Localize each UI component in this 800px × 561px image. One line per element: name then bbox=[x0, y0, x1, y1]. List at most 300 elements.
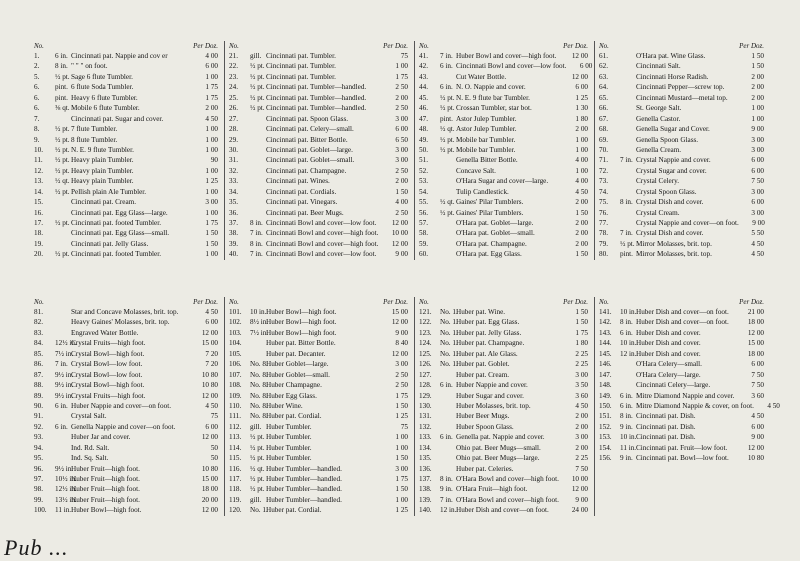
item-price: 1 75 bbox=[205, 83, 218, 92]
item-size: 6 in. bbox=[55, 422, 68, 431]
price-row bbox=[229, 380, 408, 390]
item-size: ½ pt. bbox=[440, 104, 455, 113]
item-size: 6 in. bbox=[55, 52, 68, 60]
item-size: No. 8. bbox=[250, 360, 268, 369]
item-number: 105. bbox=[229, 349, 242, 358]
item-number: 151. bbox=[599, 412, 612, 421]
item-description: N. E. 9 flute bar Tumbler. bbox=[456, 93, 530, 102]
item-description: Cincinnati pat. Vinegars. bbox=[266, 198, 338, 207]
item-number: 69. bbox=[599, 135, 608, 144]
item-number: 85. bbox=[34, 349, 43, 358]
item-description: Cincinnati Bowl and cover—low foot. bbox=[266, 250, 377, 259]
item-description: Cincinnati pat. Tumbler—handled. bbox=[266, 104, 367, 113]
item-price: 3 00 bbox=[205, 198, 218, 207]
item-size: No. 1. bbox=[440, 318, 458, 327]
item-size bbox=[440, 453, 456, 463]
item-number: 149. bbox=[599, 391, 612, 400]
item-price: 1 50 bbox=[395, 401, 408, 410]
item-description: Huber Bowl—high foot. bbox=[71, 506, 142, 515]
item-price: 2 00 bbox=[575, 239, 588, 248]
item-description: Crystal Dish and cover. bbox=[636, 198, 704, 207]
item-number: 43. bbox=[419, 72, 428, 81]
item-size: 7 in. bbox=[620, 229, 633, 238]
price-row bbox=[229, 166, 408, 176]
item-description: Cincinnati pat. Tumbler. bbox=[266, 72, 336, 81]
item-number: 150. bbox=[599, 401, 612, 410]
item-number: 2. bbox=[34, 62, 40, 71]
item-number: 114. bbox=[229, 443, 242, 452]
item-size: 7 in. bbox=[440, 495, 453, 504]
item-price: 4 50 bbox=[767, 401, 780, 410]
item-price: 7 20 bbox=[205, 360, 218, 369]
item-size: ½ pt. bbox=[250, 62, 265, 71]
column-header bbox=[34, 297, 218, 307]
price-row bbox=[34, 474, 218, 484]
item-number: 33. bbox=[229, 177, 238, 186]
item-description: Ohio pat. Beer Mugs—large. bbox=[456, 454, 540, 463]
item-price: 1 30 bbox=[575, 104, 588, 113]
item-number: 30. bbox=[229, 145, 238, 154]
price-row bbox=[419, 307, 588, 317]
price-row bbox=[34, 495, 218, 505]
price-row bbox=[599, 453, 764, 463]
price-row bbox=[419, 464, 588, 474]
item-number: 129. bbox=[419, 391, 432, 400]
column-header bbox=[419, 297, 588, 307]
item-description: O'Hara pat. Goblet—small. bbox=[456, 229, 535, 238]
item-number: 53. bbox=[419, 177, 428, 186]
price-row bbox=[229, 349, 408, 359]
header-no: No. bbox=[419, 298, 429, 306]
price-row bbox=[34, 359, 218, 369]
item-price: 2 00 bbox=[575, 219, 588, 227]
item-size: No. 8. bbox=[250, 370, 268, 379]
price-row bbox=[419, 338, 588, 348]
item-size: ½ pt. bbox=[250, 485, 265, 494]
item-size: ½ pt. bbox=[250, 93, 265, 102]
item-size: 7 in. bbox=[620, 156, 633, 165]
price-row bbox=[34, 239, 218, 249]
item-price: 9 00 bbox=[752, 219, 765, 227]
item-price: 2 50 bbox=[395, 83, 408, 92]
item-description: Crystal Bowl—high foot. bbox=[71, 349, 145, 358]
item-description: Huber Wine. bbox=[266, 401, 303, 410]
item-number: 66. bbox=[599, 104, 608, 113]
item-size bbox=[620, 51, 636, 61]
price-row bbox=[229, 391, 408, 401]
price-row bbox=[34, 391, 218, 401]
item-price: 50 bbox=[210, 443, 218, 452]
item-number: 6. bbox=[34, 83, 40, 92]
item-description: Huber pat. Ale Glass. bbox=[456, 349, 518, 358]
item-size: 11 in. bbox=[55, 506, 72, 515]
item-price: 1 50 bbox=[751, 52, 764, 60]
item-size: 8 in. bbox=[440, 475, 453, 483]
item-number: 138. bbox=[419, 485, 432, 494]
item-price: 6 00 bbox=[205, 318, 218, 327]
price-row bbox=[34, 218, 218, 228]
item-description: Huber Bowl and cover—high foot. bbox=[456, 52, 557, 60]
item-description: Genella Sugar and Cover. bbox=[636, 125, 710, 134]
item-size: pint. bbox=[55, 93, 68, 102]
item-number: 143. bbox=[599, 328, 612, 337]
price-row bbox=[229, 72, 408, 82]
item-description: Cincinnati Bowl and cover—low foot. bbox=[456, 62, 567, 71]
column-header bbox=[599, 41, 764, 51]
item-number: 61. bbox=[599, 52, 608, 60]
price-row bbox=[34, 228, 218, 238]
item-price: 21 00 bbox=[747, 308, 764, 316]
item-number: 153. bbox=[599, 433, 612, 442]
price-column bbox=[414, 41, 594, 260]
item-number: 64. bbox=[599, 83, 608, 92]
item-description: Mitre Diamond Nappie & cover, on foot. bbox=[636, 401, 754, 410]
item-description: Huber Tumbler. bbox=[266, 443, 312, 452]
item-number: 46. bbox=[419, 104, 428, 113]
item-description: Huber Tumbler. bbox=[266, 433, 312, 442]
item-description: Huber Bowl—high foot. bbox=[266, 318, 337, 327]
price-row bbox=[34, 349, 218, 359]
item-description: Huber Champagne. bbox=[266, 381, 322, 390]
price-row bbox=[599, 176, 764, 186]
item-description: O'Hara pat. Egg Glass. bbox=[456, 250, 522, 259]
item-size: 10 in. bbox=[250, 308, 267, 316]
item-price: 1 00 bbox=[205, 135, 218, 144]
item-description: Cincinnati pat. Dish. bbox=[636, 422, 696, 431]
item-price: 12 00 bbox=[201, 506, 218, 515]
item-description: Huber Fruit—high foot. bbox=[71, 495, 140, 504]
item-description: Huber Nappie and cover. bbox=[456, 381, 528, 390]
item-number: 25. bbox=[229, 93, 238, 102]
item-number: 109. bbox=[229, 391, 242, 400]
price-row bbox=[599, 422, 764, 432]
price-row bbox=[229, 432, 408, 442]
price-row bbox=[229, 155, 408, 165]
item-description: Cincinnati pat. Cordials. bbox=[266, 187, 337, 196]
item-number: 29. bbox=[229, 135, 238, 144]
item-size: 8 in. bbox=[620, 198, 633, 207]
item-number: 54. bbox=[419, 187, 428, 196]
item-price: 4 50 bbox=[575, 401, 588, 410]
item-price: 7 20 bbox=[205, 349, 218, 358]
item-description: Crossan Tumbler, star bot. bbox=[456, 104, 532, 113]
item-number: 123. bbox=[419, 328, 432, 337]
price-row bbox=[599, 401, 780, 411]
column-header bbox=[229, 297, 408, 307]
item-price: 1 00 bbox=[751, 104, 764, 113]
item-number: 87. bbox=[34, 370, 43, 379]
item-description: Huber Tumbler—handled. bbox=[266, 475, 342, 483]
item-price: 2 00 bbox=[575, 125, 588, 134]
price-row bbox=[34, 505, 218, 515]
item-number: 94. bbox=[34, 443, 43, 452]
item-description: O'Hara Bowl and cover—high foot. bbox=[456, 495, 559, 504]
item-price: 1 00 bbox=[395, 443, 408, 452]
item-price: 75 bbox=[400, 422, 408, 431]
item-number: 13. bbox=[34, 177, 43, 186]
item-price: 1 00 bbox=[205, 187, 218, 196]
price-row bbox=[229, 145, 408, 155]
item-number: 67. bbox=[599, 114, 608, 123]
item-price: 7 50 bbox=[575, 464, 588, 473]
price-row bbox=[419, 370, 588, 380]
item-number: 72. bbox=[599, 166, 608, 175]
item-price: 1 00 bbox=[205, 208, 218, 217]
item-price: 1 00 bbox=[575, 166, 588, 175]
item-description: Crystal Celery. bbox=[636, 177, 680, 186]
price-row bbox=[229, 370, 408, 380]
item-number: 93. bbox=[34, 433, 43, 442]
item-description: Cincinnati pat. Nappie and cov er bbox=[71, 52, 168, 60]
price-row bbox=[229, 474, 408, 484]
price-row bbox=[229, 103, 408, 113]
item-number: 68. bbox=[599, 125, 608, 134]
item-number: 6. bbox=[34, 104, 40, 113]
price-row bbox=[229, 495, 408, 505]
item-description: Mirror Molasses, brit. top. bbox=[636, 250, 712, 259]
item-description: Crystal Salt. bbox=[71, 412, 107, 421]
item-description: Heavy 6 flute Tumbler. bbox=[71, 93, 138, 102]
item-price: 6 00 bbox=[579, 62, 593, 71]
item-size: ½ pt. bbox=[250, 454, 265, 463]
price-row bbox=[599, 72, 764, 82]
item-description: Mirror Molasses, brit. top. bbox=[636, 239, 712, 248]
item-description: Genella Castor. bbox=[636, 114, 681, 123]
price-row bbox=[34, 453, 218, 463]
item-description: O'Hara Celery—small. bbox=[636, 360, 702, 369]
price-column bbox=[414, 297, 594, 516]
item-description: Huber Fruit—high foot. bbox=[71, 485, 140, 494]
price-row bbox=[419, 443, 588, 453]
item-price: 10 80 bbox=[747, 454, 764, 463]
price-row bbox=[419, 208, 588, 218]
item-number: 39. bbox=[229, 239, 238, 248]
item-description: Huber pat. Bitter Bottle. bbox=[266, 339, 336, 348]
item-price: 7 50 bbox=[751, 381, 764, 390]
price-row bbox=[599, 317, 764, 327]
item-number: 156. bbox=[599, 454, 612, 463]
item-size bbox=[440, 155, 456, 165]
item-price: 2 00 bbox=[751, 72, 764, 81]
item-number: 118. bbox=[229, 485, 242, 494]
item-size: 7½ in. bbox=[250, 328, 269, 337]
item-price: 1 00 bbox=[205, 166, 218, 175]
item-size bbox=[620, 135, 636, 145]
page-footer-text: Pub ... bbox=[4, 535, 69, 560]
item-price: 1 50 bbox=[575, 308, 588, 316]
header-price: Per Doz. bbox=[383, 298, 408, 306]
item-number: 141. bbox=[599, 308, 612, 316]
price-row bbox=[419, 453, 588, 463]
item-size bbox=[620, 114, 636, 124]
price-row bbox=[34, 93, 218, 103]
item-description: Cincinnati pat. footed Tumbler. bbox=[71, 250, 162, 259]
item-price: 1 75 bbox=[205, 219, 218, 227]
price-row bbox=[34, 135, 218, 145]
price-row bbox=[419, 218, 588, 228]
price-row bbox=[599, 197, 764, 207]
header-price: Per Doz. bbox=[193, 42, 218, 50]
price-row bbox=[599, 338, 764, 348]
price-row bbox=[419, 391, 588, 401]
item-number: 18. bbox=[34, 229, 43, 238]
item-description: Crystal Spoon Glass. bbox=[636, 187, 697, 196]
price-row bbox=[419, 401, 588, 411]
item-number: 62. bbox=[599, 62, 608, 71]
item-size: 6 in. bbox=[55, 401, 68, 410]
item-description: Huber pat. Goblet. bbox=[456, 360, 510, 369]
item-number: 9. bbox=[34, 135, 40, 144]
item-size bbox=[440, 166, 456, 176]
item-number: 120. bbox=[229, 506, 242, 515]
item-price: 3 50 bbox=[575, 381, 588, 390]
item-number: 99. bbox=[34, 495, 43, 504]
item-size bbox=[440, 239, 456, 249]
item-price: 4 50 bbox=[751, 250, 764, 259]
item-number: 133. bbox=[419, 433, 432, 442]
price-row bbox=[229, 464, 408, 474]
item-size bbox=[620, 93, 636, 103]
item-price: 9 00 bbox=[751, 125, 764, 134]
item-price: 3 00 bbox=[395, 360, 408, 369]
item-size bbox=[250, 349, 266, 359]
item-size bbox=[55, 328, 71, 338]
item-price: 12 00 bbox=[571, 485, 588, 494]
item-size: No. 1. bbox=[440, 308, 458, 316]
item-number: 75. bbox=[599, 198, 608, 207]
item-price: 4 50 bbox=[205, 114, 218, 123]
item-number: 126. bbox=[419, 360, 432, 369]
item-size: ½ pt. bbox=[250, 104, 265, 113]
item-description: O'Hara Fruit—high foot. bbox=[456, 485, 528, 494]
item-size bbox=[620, 103, 636, 113]
item-description: Crystal Fruits—high foot. bbox=[71, 391, 146, 400]
bottom-price-list bbox=[30, 297, 780, 516]
item-price: 1 80 bbox=[575, 114, 588, 123]
item-description: Crystal Nappie and cover. bbox=[636, 156, 711, 165]
item-price: 1 80 bbox=[575, 339, 588, 348]
item-size: gill. bbox=[250, 422, 262, 431]
price-row bbox=[229, 422, 408, 432]
item-price: 12 00 bbox=[747, 328, 764, 337]
price-row bbox=[229, 197, 408, 207]
item-price: 1 50 bbox=[751, 62, 764, 71]
item-size bbox=[250, 124, 266, 134]
price-row bbox=[419, 484, 588, 494]
item-price: 6 00 bbox=[751, 422, 764, 431]
item-price: 2 00 bbox=[575, 412, 588, 421]
item-description: Huber Dish and cover—on foot. bbox=[636, 308, 729, 316]
item-size: 13½ in. bbox=[55, 495, 77, 504]
item-description: O'Hara pat. Goblet—large. bbox=[456, 219, 534, 227]
item-number: 10. bbox=[34, 145, 43, 154]
item-size: ½ pt. bbox=[440, 135, 455, 144]
item-price: 1 00 bbox=[395, 62, 408, 71]
column-header bbox=[419, 41, 588, 51]
price-row bbox=[229, 208, 408, 218]
item-number: 78. bbox=[599, 229, 608, 238]
item-description: Huber pat. Celeries. bbox=[456, 464, 514, 473]
price-row bbox=[229, 61, 408, 71]
price-row bbox=[229, 328, 408, 338]
item-description: Mobile bar Tumbler. bbox=[456, 145, 516, 154]
header-price: Per Doz. bbox=[383, 42, 408, 50]
price-row bbox=[419, 124, 588, 134]
price-row bbox=[34, 370, 218, 380]
item-price: 12 00 bbox=[391, 239, 408, 248]
price-row bbox=[599, 145, 764, 155]
price-row bbox=[599, 135, 764, 145]
price-row bbox=[419, 114, 588, 124]
item-price: 4 50 bbox=[205, 401, 218, 410]
item-description: Tulip Candlestick. bbox=[456, 187, 509, 196]
price-row bbox=[599, 82, 764, 92]
price-row bbox=[419, 61, 593, 71]
item-number: 73. bbox=[599, 177, 608, 186]
item-price: 1 00 bbox=[575, 145, 588, 154]
price-row bbox=[229, 51, 408, 61]
header-price: Per Doz. bbox=[563, 298, 588, 306]
item-number: 27. bbox=[229, 114, 238, 123]
item-number: 20. bbox=[34, 250, 43, 259]
price-row bbox=[229, 228, 408, 238]
item-description: Cincinnati pat. Tumbler—handled. bbox=[266, 83, 367, 92]
item-number: 115. bbox=[229, 454, 242, 463]
item-price: 4 50 bbox=[751, 239, 764, 248]
item-number: 101. bbox=[229, 308, 242, 316]
price-row bbox=[34, 464, 218, 474]
item-price: 24 00 bbox=[571, 506, 588, 515]
header-price: Per Doz. bbox=[563, 42, 588, 50]
item-size bbox=[55, 453, 71, 463]
item-description: Cincinnati pat. Wines. bbox=[266, 177, 330, 186]
item-price: 4 50 bbox=[205, 308, 218, 316]
item-size: 12½ in. bbox=[55, 485, 77, 494]
price-row bbox=[34, 61, 218, 71]
item-number: 5. bbox=[34, 72, 40, 81]
price-row bbox=[599, 51, 764, 61]
item-size: gill. bbox=[250, 52, 262, 60]
item-description: Huber Nappie and cover—on foot. bbox=[71, 401, 171, 410]
item-number: 28. bbox=[229, 125, 238, 134]
item-number: 76. bbox=[599, 208, 608, 217]
item-price: 15 00 bbox=[201, 339, 218, 348]
item-number: 49. bbox=[419, 135, 428, 144]
item-size bbox=[440, 370, 456, 380]
item-number: 56. bbox=[419, 208, 428, 217]
item-size: ½ pt. bbox=[250, 443, 265, 452]
item-price: 2 50 bbox=[395, 370, 408, 379]
price-row bbox=[229, 317, 408, 327]
item-description: Cincinnati Horse Radish. bbox=[636, 72, 709, 81]
item-size: ½ pt. bbox=[250, 475, 265, 483]
price-row bbox=[419, 495, 588, 505]
item-number: 144. bbox=[599, 339, 612, 348]
item-price: 6 00 bbox=[205, 62, 218, 71]
item-size: ½ pt. bbox=[440, 93, 455, 102]
item-price: 8 40 bbox=[395, 339, 408, 348]
price-row bbox=[229, 505, 408, 515]
item-size: 7 in. bbox=[55, 360, 68, 369]
item-number: 8. bbox=[34, 125, 40, 134]
item-number: 88. bbox=[34, 381, 43, 390]
item-description: Cincinnati pat. Goblet—large. bbox=[266, 145, 353, 154]
item-description: Huber Dish and cover. bbox=[636, 339, 701, 348]
item-size bbox=[250, 155, 266, 165]
price-column bbox=[594, 297, 780, 516]
price-row bbox=[229, 249, 408, 259]
item-size bbox=[250, 208, 266, 218]
